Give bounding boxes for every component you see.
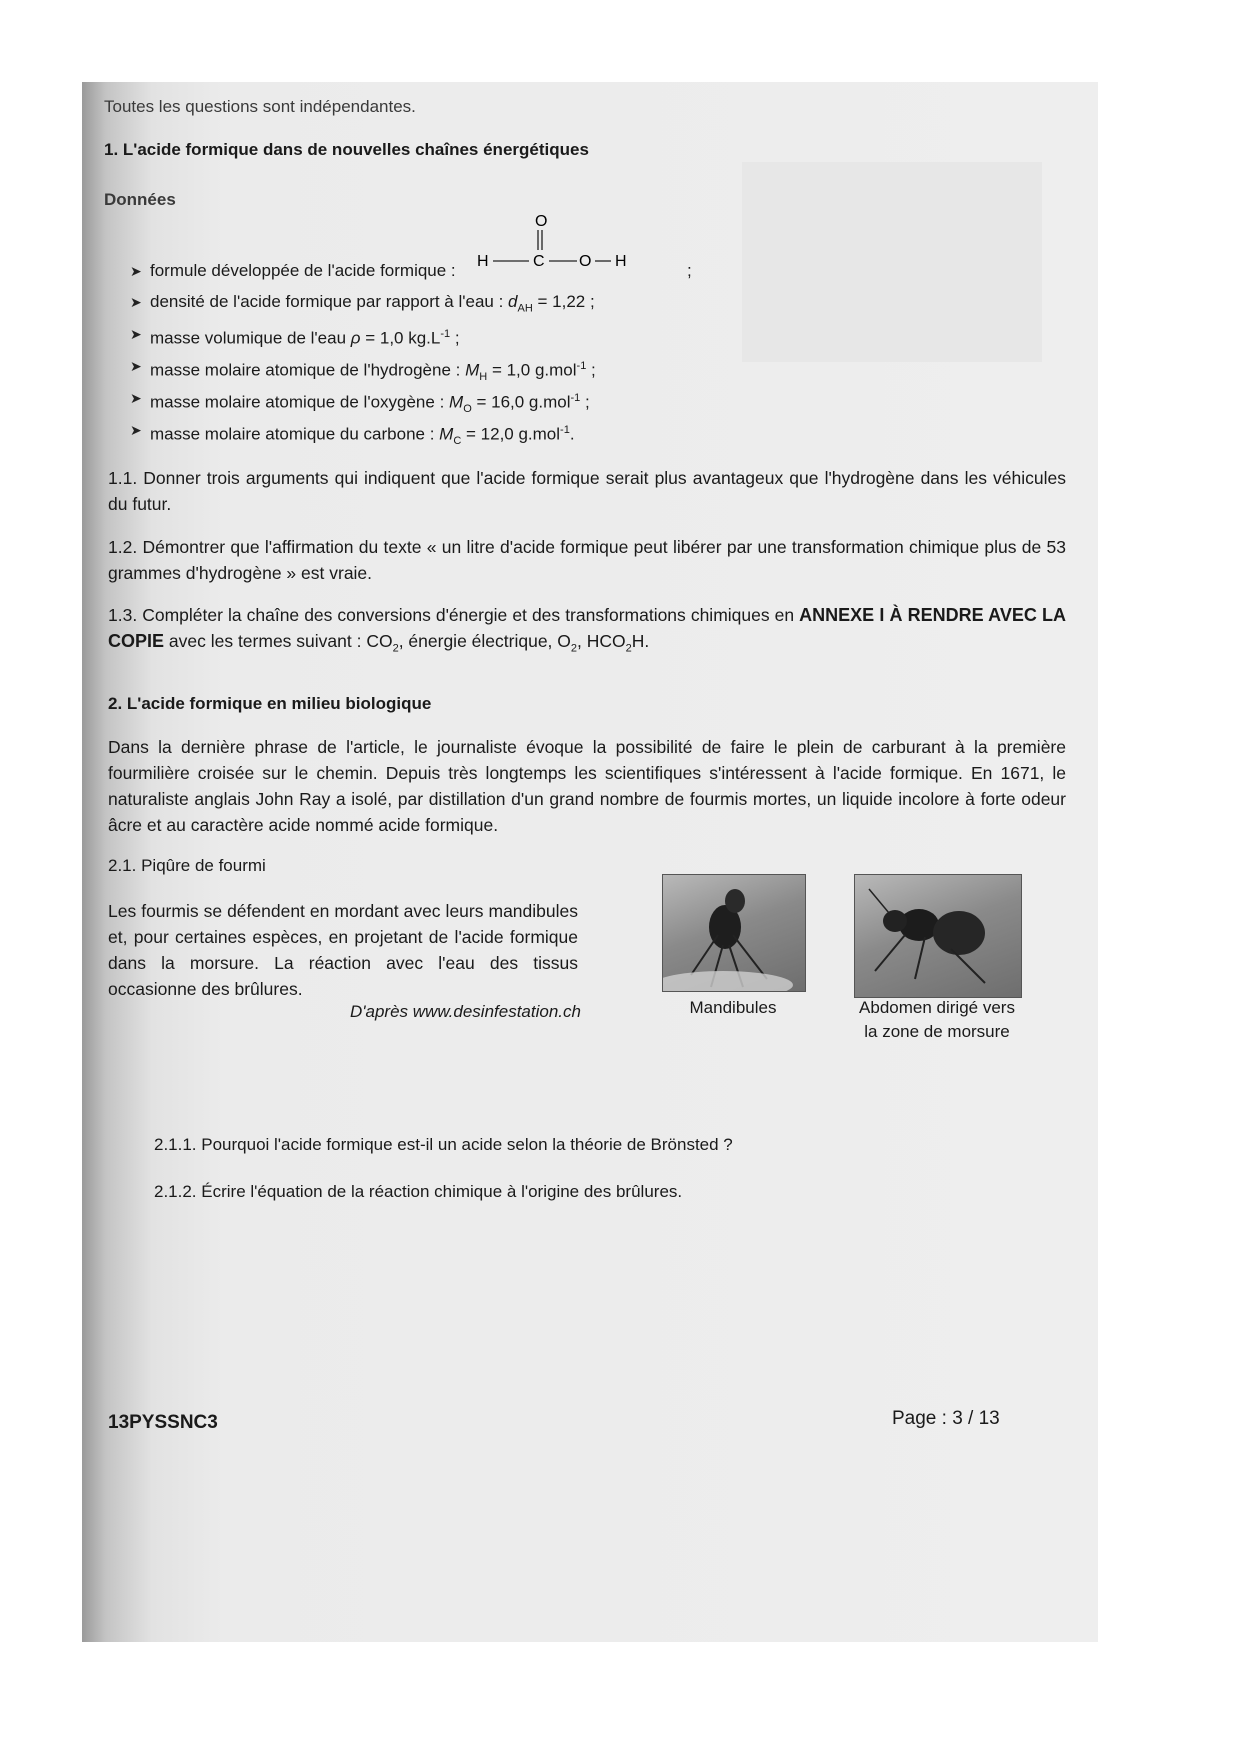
bullet-molar-h: masse molaire atomique de l'hydrogène : $M_H = 1,0$ g.mol$^{-1}$ ; [150, 360, 596, 384]
bullet-formula-end: ; [687, 261, 692, 280]
ant-mandibles-photo [662, 874, 806, 992]
scanned-page [82, 82, 1098, 1642]
bullet-molar-c: masse molaire atomique du carbone : $M_C = 12,0$ g.mol$^{-1}$. [150, 424, 575, 448]
donnees-label: Données [104, 190, 176, 209]
bullet-formula-label: formule développée de l'acide formique : [150, 261, 456, 280]
caption-mandibules: Mandibules [689, 998, 777, 1017]
formula-o-right: O [579, 253, 592, 270]
caption-abdomen: Abdomen dirigé vers la zone de morsure [859, 998, 1015, 1041]
section2-paragraph: Dans la dernière phrase de l'article, le journaliste évoque la possibilité de faire le plein de carburant à la première fourmilière croisée sur le chemin. Depuis très longtemps les scientifiques s'intéressent à l'acide formique. En 1671, le naturaliste anglais John Ray a isolé, par distillation d'un grand nombre de fourmis mortes, un liquide incolore à forte odeur âcre et au caractère acide nommé acide formique. [108, 737, 1066, 835]
bullet-density: densité de l'acide formique par rapport à l'eau : $d_{AH} = 1,22$ ; [150, 292, 595, 315]
bullet-water-density: masse volumique de l'eau ρ = 1,0 $kg.L^{-1}$ ; [150, 328, 460, 348]
formula-h-left: H [477, 253, 489, 270]
page-number: Page : 3 / 13 [892, 1408, 1000, 1429]
question-2-1-2: 2.1.2. Écrire l'équation de la réaction chimique à l'origine des brûlures. [154, 1182, 683, 1201]
formula-o-top: O [535, 213, 548, 230]
formula-h-right: H [615, 253, 627, 270]
formic-acid-structural-formula [477, 210, 647, 270]
question-1-2: 1.2. Démontrer que l'affirmation du texte « un litre d'acide formique peut libérer par une transformation chimique plus de 53 grammes d'hydrogène » est vraie. [108, 537, 1066, 583]
ant-description: Les fourmis se défendent en mordant avec leurs mandibules et, pour certaines espèces, en projetant de l'acide formique dans la morsure. La réaction avec l'eau des tissus occasionne des brûlures. [108, 901, 578, 999]
ant-abdomen-photo [854, 874, 1022, 998]
arrow-bullet-icon: ➤ [130, 358, 142, 374]
arrow-bullet-icon: ➤ [130, 263, 142, 279]
question-1-1: 1.1. Donner trois arguments qui indiquent que l'acide formique serait plus avantageux que l'hydrogène dans les véhicules du futur. [108, 468, 1066, 514]
bleed-through-shadow [742, 162, 1042, 362]
arrow-bullet-icon: ➤ [130, 294, 142, 310]
section2-title: 2. L'acide formique en milieu biologique [108, 694, 432, 713]
exam-code: 13PYSSNC3 [108, 1412, 218, 1433]
intro-line: Toutes les questions sont indépendantes. [104, 97, 416, 116]
arrow-bullet-icon: ➤ [130, 422, 142, 438]
section1-title: 1. L'acide formique dans de nouvelles chaînes énergétiques [104, 140, 589, 159]
arrow-bullet-icon: ➤ [130, 390, 142, 406]
source-credit: D'après www.desinfestation.ch [350, 1002, 581, 1021]
question-2-1-1: 2.1.1. Pourquoi l'acide formique est-il un acide selon la théorie de Brönsted ? [154, 1135, 733, 1154]
subsection-2-1-title: 2.1. Piqûre de fourmi [108, 856, 266, 875]
bullet-molar-o: masse molaire atomique de l'oxygène : $M_O = 16,0$ g.mol$^{-1}$ ; [150, 392, 590, 416]
question-1-3: 1.3. Compléter la chaîne des conversions d'énergie et des transformations chimiques en ANNEXE I À RENDRE AVEC LA COPIE avec les termes suivant : $CO_2$, énergie électrique, $O_2$, $HCO_2H$. [108, 605, 1066, 655]
formula-c: C [533, 253, 545, 270]
arrow-bullet-icon: ➤ [130, 326, 142, 342]
